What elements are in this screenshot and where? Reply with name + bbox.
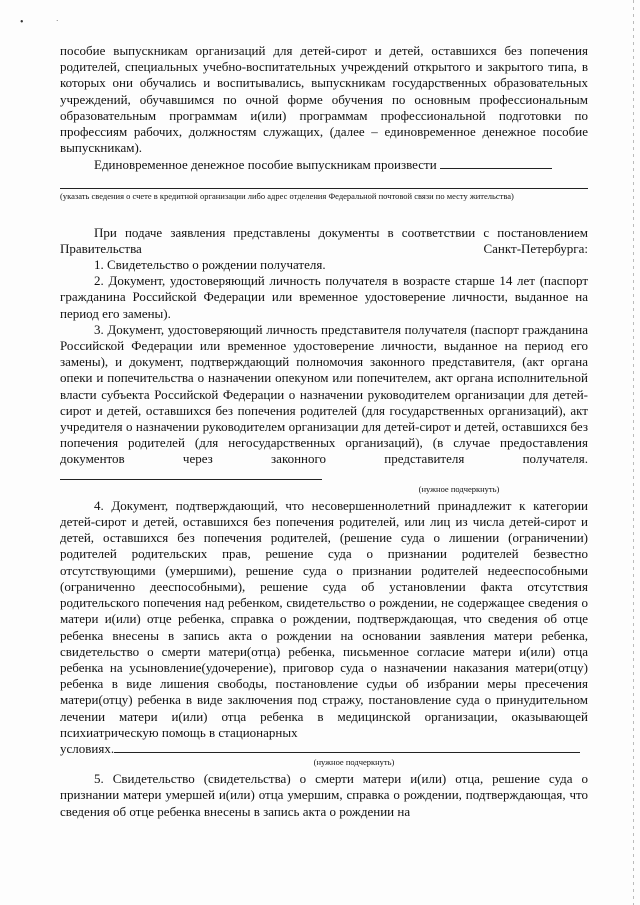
document-item-2: 2. Документ, удостоверяющий личность получателя в возрасте старше 14 лет (паспорт гражданина Российской Федерации или временное удостоверение личности, выданное на период его замены). bbox=[60, 273, 588, 321]
document-body bbox=[60, 43, 588, 820]
account-note: (указать сведения о счете в кредитной организации либо адрес отделения Федеральной почтовой связи по месту жительства) bbox=[60, 190, 514, 201]
intro-paragraph: пособие выпускникам организаций для детей-сирот и детей, оставшихся без попечения родителей, специальных учебно-воспитательных учреждений открытого и закрытого типа, в которых они обучались и воспитывались, выпускникам государственных образовательных учреждений, обучавшимся по очной форме обучения по основным профессиональным образовательным программам и(или) программам профессиональной подготовки по профессиям рабочих, должностям служащих, (далее – единовременное денежное пособие выпускникам). bbox=[60, 43, 588, 156]
scan-speck: · bbox=[56, 17, 59, 25]
payment-line bbox=[60, 157, 588, 173]
documents-intro-text: При подаче заявления представлены документы в соответствии с постановлением Правительства Санкт-Петербурга: bbox=[60, 224, 588, 256]
document-item-4-tail bbox=[60, 741, 588, 757]
underline-note-1: (нужное подчеркнуть) bbox=[418, 483, 500, 494]
document-item-1: 1. Свидетельство о рождении получателя. bbox=[94, 257, 326, 273]
underline-note-2: (нужное подчеркнуть) bbox=[313, 757, 395, 768]
payment-blank[interactable] bbox=[440, 168, 552, 169]
document-item-4: 4. Документ, подтверждающий, что несовершеннолетний принадлежит к категории детей-сирот и детей, оставшихся без попечения родителей, или лиц из числа детей-сирот и детей, оставшихся без попечения родителей, (решение суда о лишении (ограничении) родителей родительских прав, решение суда о признании родителей безвестно отсутствующими (умершими), решение суда о признании родителей недееспособными (ограниченно дееспособными), решение суда об установлении факта отсутствия родительского попечения над ребенком, свидетельство о рождении, не содержащее сведения о матери и(или) отце ребенка, справка о рождении, подтверждающая, что сведения об отце ребенка внесены в запись акта о рождении на основании заявления матери ребенка, свидетельство о смерти матери(отца) ребенка, письменное согласие матери и(или) отца ребенка на усыновление(удочерение), приговор суда о назначении наказания матери(отцу) ребенка в виде лишения свободы, постановление судьи об избрании меры пресечения матери(отцу) ребенка в виде заключения под стражу, постановление суда о принудительном лечении матери и(или) отца ребенка в медицинской организации, оказывающей психиатрическую помощь в стационарных bbox=[60, 497, 588, 740]
payment-line-text: Единовременное денежное пособие выпускникам произвести bbox=[94, 157, 437, 173]
documents-intro bbox=[60, 225, 588, 257]
item-3-blank[interactable] bbox=[60, 479, 322, 480]
item-4-blank[interactable] bbox=[114, 752, 580, 753]
document-item-3 bbox=[60, 322, 588, 484]
document-item-4-tail-text: условиях. bbox=[60, 740, 115, 756]
scan-speck: • bbox=[20, 17, 24, 28]
document-item-5: 5. Свидетельство (свидетельства) о смерти матери и(или) отца, решение суда о признании матери умершей и(или) отца умершим, справка о рождении, подтверждающая, что сведения об отце ребенка внесены в запись акта о рождении на bbox=[60, 771, 588, 819]
account-blank-line[interactable] bbox=[60, 188, 588, 189]
scan-edge-mark bbox=[633, 0, 634, 905]
document-item-3-text: 3. Документ, удостоверяющий личность представителя получателя (паспорт гражданина Российской Федерации или временное удостоверение личности, выданное на период его замены), и документ, подтверждающий полномочия законного представителя, (акт органа опеки и попечительства о назначении опекуном или попечителем, акт органа исполнительной власти субъекта Российской Федерации о назначении руководителем организации для детей-сирот и детей, оставшихся без попечения родителей (для государственных организаций), акт учредителя о назначении руководителем организации для детей-сирот и детей, оставшихся без попечения родителей (для негосударственных организаций), (в случае предоставления документов через законного представителя получателя. bbox=[60, 321, 588, 467]
